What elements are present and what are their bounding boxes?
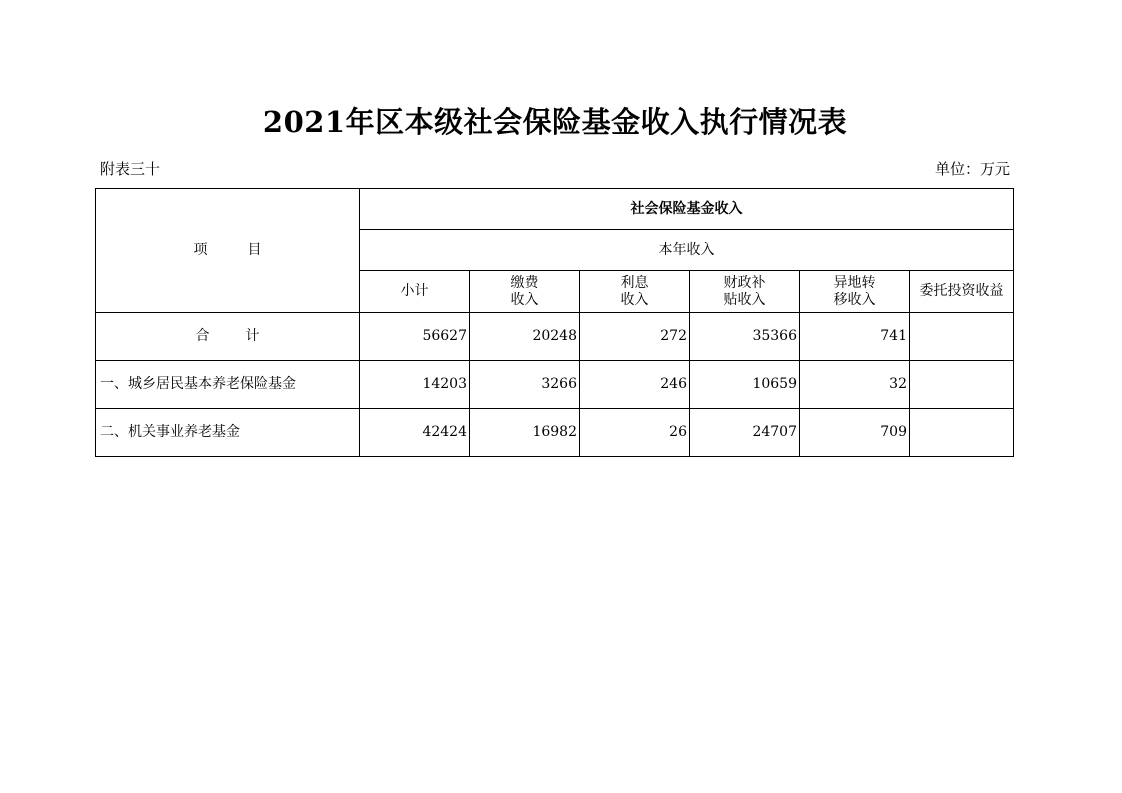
cell-investment bbox=[910, 409, 1014, 457]
page-title: 2021年区本级社会保险基金收入执行情况表 bbox=[262, 105, 848, 139]
header-col-interest-line1: 利息 bbox=[620, 274, 649, 291]
header-col-interest-line2: 收入 bbox=[620, 291, 649, 308]
header-row-group bbox=[96, 189, 1014, 230]
header-col-contribution-line2: 收入 bbox=[510, 291, 539, 308]
cell-subsidy: 35366 bbox=[690, 313, 800, 361]
header-col-transfer bbox=[800, 271, 910, 313]
table-row bbox=[96, 361, 1014, 409]
header-col-subsidy bbox=[690, 271, 800, 313]
header-col-investment bbox=[910, 271, 1014, 313]
cell-investment bbox=[910, 313, 1014, 361]
appendix-label: 附表三十 bbox=[100, 160, 161, 178]
header-col-contribution bbox=[470, 271, 580, 313]
header-col-investment-line1: 委托投资收益 bbox=[919, 283, 1004, 299]
cell-interest: 272 bbox=[580, 313, 690, 361]
cell-contribution: 3266 bbox=[470, 361, 580, 409]
cell-transfer: 709 bbox=[800, 409, 910, 457]
header-col-contribution-line1: 缴费 bbox=[510, 274, 539, 291]
header-group: 社会保险基金收入 bbox=[360, 189, 1014, 230]
header-subgroup: 本年收入 bbox=[360, 230, 1014, 271]
cell-subtotal: 42424 bbox=[360, 409, 470, 457]
header-col-subsidy-line2: 贴收入 bbox=[723, 291, 766, 308]
cell-interest: 26 bbox=[580, 409, 690, 457]
cell-transfer: 741 bbox=[800, 313, 910, 361]
table-row-total bbox=[96, 313, 1014, 361]
cell-interest: 246 bbox=[580, 361, 690, 409]
cell-transfer: 32 bbox=[800, 361, 910, 409]
header-col-interest bbox=[580, 271, 690, 313]
header-item: 项目 bbox=[96, 189, 360, 313]
row-name: 合计 bbox=[96, 313, 360, 361]
cell-investment bbox=[910, 361, 1014, 409]
cell-subsidy: 10659 bbox=[690, 361, 800, 409]
cell-subsidy: 24707 bbox=[690, 409, 800, 457]
unit-label: 单位：万元 bbox=[934, 160, 1010, 178]
cell-contribution: 16982 bbox=[470, 409, 580, 457]
header-col-subtotal bbox=[360, 271, 470, 313]
row-name: 二、机关事业养老基金 bbox=[96, 409, 360, 457]
cell-contribution: 20248 bbox=[470, 313, 580, 361]
row-name: 一、城乡居民基本养老保险基金 bbox=[96, 361, 360, 409]
cell-subtotal: 56627 bbox=[360, 313, 470, 361]
table-row bbox=[96, 409, 1014, 457]
header-col-transfer-line2: 移收入 bbox=[833, 291, 876, 308]
header-col-subsidy-line1: 财政补 bbox=[723, 274, 766, 291]
fund-income-table bbox=[95, 188, 1014, 457]
header-col-subtotal-line1: 小计 bbox=[400, 283, 429, 299]
cell-subtotal: 14203 bbox=[360, 361, 470, 409]
header-col-transfer-line1: 异地转 bbox=[833, 274, 876, 291]
